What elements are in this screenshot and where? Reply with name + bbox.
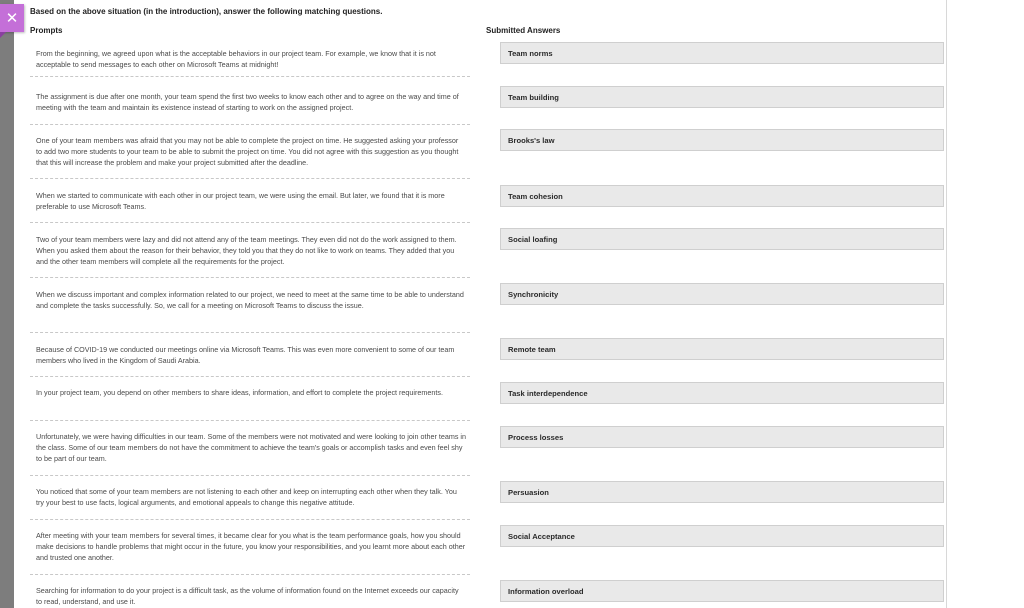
- row-divider: [30, 475, 470, 476]
- answer-box: Remote team: [500, 338, 944, 360]
- prompt-text: The assignment is due after one month, your team spend the first two weeks to know each other and to agree on the way and time of meeting with the team and maintain its existence instead of starting to work on the assigned project.: [36, 92, 459, 112]
- answer-box: Persuasion: [500, 481, 944, 503]
- row-divider: [30, 222, 470, 223]
- prompt-text: Because of COVID-19 we conducted our meetings online via Microsoft Teams. This was even more convenient to some of our team members who lived in the Kingdom of Saudi Arabia.: [36, 345, 455, 365]
- answer-box: Process losses: [500, 426, 944, 448]
- answer-box: Task interdependence: [500, 382, 944, 404]
- row-divider: [30, 178, 470, 179]
- prompt-text: From the beginning, we agreed upon what is the acceptable behaviors in our project team. For example, we know that it is not acceptable to send messages to each other on Microsoft Teams at midnight!: [36, 49, 436, 69]
- left-sidebar-strip: [0, 0, 14, 608]
- row-divider: [30, 277, 470, 278]
- prompt-text: Unfortunately, we were having difficulties in our team. Some of the members were not motivated and were looking to join other teams in the class. Some of our team members do not have the commitment to achieve the team's goals or accomplish tasks and even feel shy to be part of our team.: [36, 432, 467, 463]
- row-divider: [30, 420, 470, 421]
- answer-box: Synchronicity: [500, 283, 944, 305]
- prompt-text: After meeting with your team members for several times, it became clear for you what is the team performance goals, how you should make decisions to handle problems that might occur in the future, you know your responsibilities, and you learnt more about each other and trusted one another.: [36, 531, 466, 562]
- row-divider: [30, 574, 470, 575]
- prompt-text: In your project team, you depend on other members to share ideas, information, and effort to complete the project requirements.: [36, 388, 443, 397]
- prompt-text: Searching for information to do your project is a difficult task, as the volume of information found on the Internet exceeds our capacity to read, understand, and use it.: [36, 586, 459, 606]
- prompts-header: Prompts: [30, 26, 63, 35]
- prompt-text: When we discuss important and complex information related to our project, we need to meet at the same time to be able to understand and complete the tasks successfully. So, we call for a meeting on Microsoft Teams to discuss the issue.: [36, 290, 464, 310]
- row-divider: [30, 76, 470, 77]
- prompt-text: Two of your team members were lazy and did not attend any of the team meetings. They even did not do the work assigned to them. When you asked them about the reason for their behavior, they told you that they do not like to work on teams. They added that you and the other team members will complete all the requirements for the project.: [36, 235, 457, 266]
- row-divider: [30, 332, 470, 333]
- close-icon: ✕: [5, 9, 19, 27]
- row-divider: [30, 124, 470, 125]
- submitted-answers-header: Submitted Answers: [486, 26, 561, 35]
- right-panel-divider: [946, 0, 947, 608]
- answer-box: Information overload: [500, 580, 944, 602]
- answer-box: Team norms: [500, 42, 944, 64]
- answer-box: Team building: [500, 86, 944, 108]
- question-text: Based on the above situation (in the introduction), answer the following matching questions.: [30, 7, 383, 16]
- question-panel: [14, 0, 946, 608]
- answer-box: Team cohesion: [500, 185, 944, 207]
- row-divider: [30, 376, 470, 377]
- answer-box: Social loafing: [500, 228, 944, 250]
- answer-box: Social Acceptance: [500, 525, 944, 547]
- prompt-text: You noticed that some of your team members are not listening to each other and keep on interrupting each other when they talk. You try your best to use facts, logical arguments, and emotional appeals to change this negative attitude.: [36, 487, 457, 507]
- prompt-text: When we started to communicate with each other in our project team, we were using the email. But later, we found that it is more preferable to use Microsoft Teams.: [36, 191, 445, 211]
- answer-box: Brooks's law: [500, 129, 944, 151]
- prompt-text: One of your team members was afraid that you may not be able to complete the project on time. He suggested asking your professor to add two more students to your team to be able to submit the project on time. You did not agree with this suggestion as you thought that this will increase the problem and make your project submitted after the deadline.: [36, 136, 459, 167]
- row-divider: [30, 519, 470, 520]
